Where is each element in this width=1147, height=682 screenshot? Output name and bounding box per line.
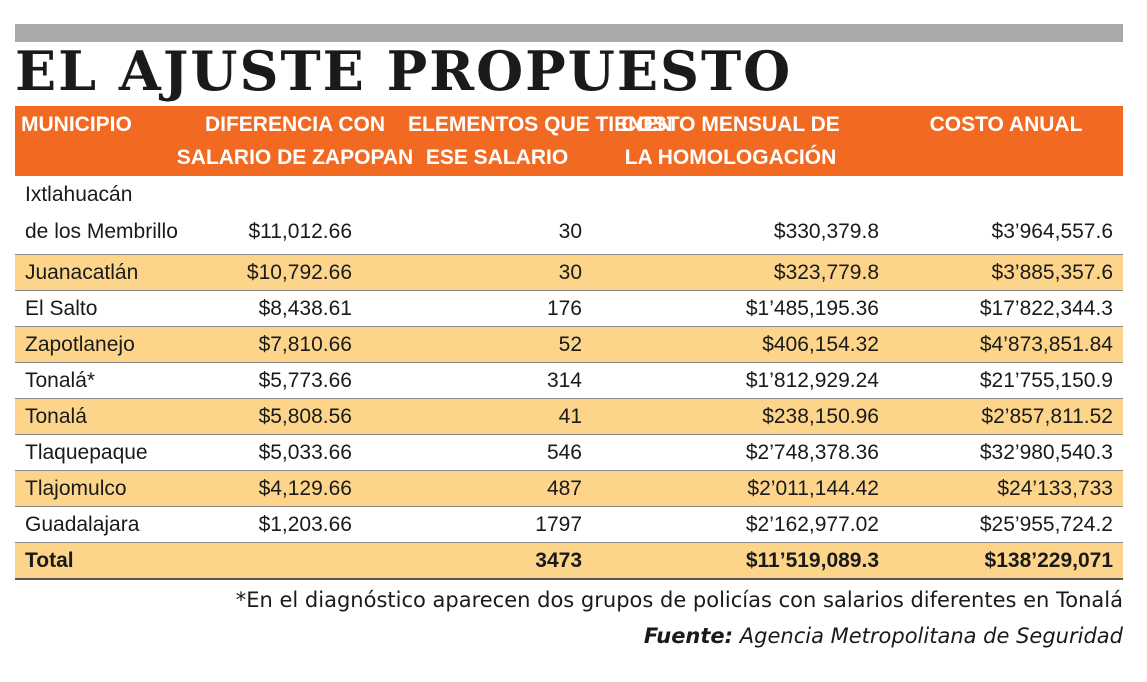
data-table: [15, 106, 1123, 580]
total-mensual: $11’519,089.3: [592, 543, 889, 580]
total-label: Total: [15, 543, 182, 580]
cell-municipio: El Salto: [15, 291, 182, 327]
footnote: *En el diagnóstico aparecen dos grupos de policías con salarios diferentes en Tonalá: [235, 588, 1123, 612]
table-row: [15, 471, 1123, 507]
cell-anual: $21’755,150.9: [889, 363, 1123, 399]
cell-municipio: Tonalá: [15, 399, 182, 435]
source-label: Fuente:: [643, 624, 734, 648]
cell-elementos: 41: [362, 399, 592, 435]
table-row: [15, 176, 1123, 255]
page-title: EL AJUSTE PROPUESTO: [15, 39, 793, 103]
cell-municipio: Tlaquepaque: [15, 435, 182, 471]
source-line: [644, 624, 1123, 648]
total-elementos: 3473: [362, 543, 592, 580]
source-text: Agencia Metropolitana de Seguridad: [739, 624, 1123, 648]
cell-anual: $3’964,557.6: [889, 176, 1123, 255]
cell-anual: $24’133,733: [889, 471, 1123, 507]
cell-diferencia: $5,033.66: [182, 435, 362, 471]
cell-mensual: $2’162,977.02: [592, 507, 889, 543]
cell-diferencia: $8,438.61: [182, 291, 362, 327]
cell-anual: $25’955,724.2: [889, 507, 1123, 543]
cell-municipio: Tonalá*: [15, 363, 182, 399]
table-row: [15, 507, 1123, 543]
cell-anual: $32’980,540.3: [889, 435, 1123, 471]
table-row: [15, 291, 1123, 327]
cell-elementos: 30: [362, 176, 592, 255]
cell-anual: $3’885,357.6: [889, 255, 1123, 291]
header-municipio: MUNICIPIO: [15, 106, 182, 176]
table-row: [15, 327, 1123, 363]
cell-mensual: $406,154.32: [592, 327, 889, 363]
cell-mensual: $2’011,144.42: [592, 471, 889, 507]
cell-mensual: $330,379.8: [592, 176, 889, 255]
total-diferencia: [182, 543, 362, 580]
table-row: [15, 255, 1123, 291]
cell-elementos: 30: [362, 255, 592, 291]
cell-municipio: Tlajomulco: [15, 471, 182, 507]
cell-elementos: 487: [362, 471, 592, 507]
cell-diferencia: $4,129.66: [182, 471, 362, 507]
total-row: [15, 543, 1123, 580]
header-anual: COSTO ANUAL: [889, 106, 1123, 176]
cell-mensual: $1’812,929.24: [592, 363, 889, 399]
cell-diferencia: $10,792.66: [182, 255, 362, 291]
header-diferencia: DIFERENCIA CON SALARIO DE ZAPOPAN: [182, 106, 362, 176]
cell-anual: $4’873,851.84: [889, 327, 1123, 363]
cell-diferencia: $7,810.66: [182, 327, 362, 363]
cell-anual: $17’822,344.3: [889, 291, 1123, 327]
cell-elementos: 176: [362, 291, 592, 327]
cell-mensual: $1’485,195.36: [592, 291, 889, 327]
total-anual: $138’229,071: [889, 543, 1123, 580]
cell-elementos: 52: [362, 327, 592, 363]
table-row: [15, 435, 1123, 471]
cell-municipio: Guadalajara: [15, 507, 182, 543]
cell-diferencia: $5,773.66: [182, 363, 362, 399]
table-row: [15, 363, 1123, 399]
cell-diferencia: $11,012.66: [182, 176, 362, 255]
cell-diferencia: $1,203.66: [182, 507, 362, 543]
table-row: [15, 399, 1123, 435]
header-elementos: ELEMENTOS QUE TIENEN ESE SALARIO: [362, 106, 592, 176]
header-mensual: COSTO MENSUAL DE LA HOMOLOGACIÓN: [592, 106, 889, 176]
cell-municipio: Juanacatlán: [15, 255, 182, 291]
cell-elementos: 546: [362, 435, 592, 471]
header-row: [15, 106, 1123, 176]
cell-anual: $2’857,811.52: [889, 399, 1123, 435]
cell-mensual: $238,150.96: [592, 399, 889, 435]
cell-diferencia: $5,808.56: [182, 399, 362, 435]
cell-municipio: Zapotlanejo: [15, 327, 182, 363]
cell-elementos: 1797: [362, 507, 592, 543]
cell-mensual: $2’748,378.36: [592, 435, 889, 471]
cell-elementos: 314: [362, 363, 592, 399]
cell-municipio: Ixtlahuacán de los Membrillo: [15, 176, 182, 255]
cell-mensual: $323,779.8: [592, 255, 889, 291]
